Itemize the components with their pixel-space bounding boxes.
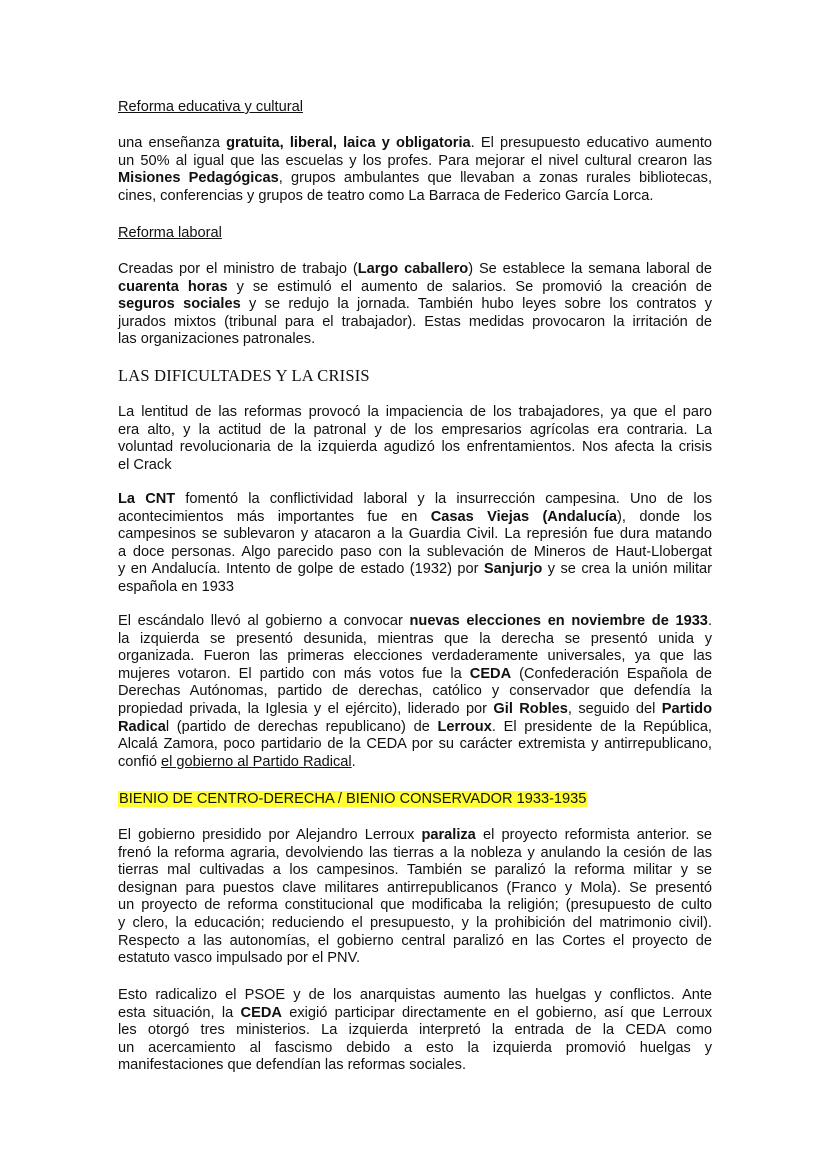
- line: Esto radicalizo el PSOE y de los anarquistas aumento las huelgas y conflictos. Ante: [118, 987, 712, 1003]
- bold-text: Casas Viejas (Andalucía: [430, 508, 618, 525]
- text: y se estimuló el aumento de salarios. Se promovió la creación de: [227, 278, 712, 295]
- line: [118, 666, 712, 684]
- text: ) Se establece la semana laboral de: [468, 261, 712, 277]
- line: [118, 719, 712, 737]
- line: voluntad revolucionaria de la izquierda agudizó los enfrentamientos. Nos afecta la crisis: [118, 439, 712, 456]
- line: Alcalá Zamora, poco partidario de la CEDA por su carácter extremista y antirrepublicano,: [118, 736, 712, 753]
- line: era alto, y la actitud de la patronal y de los empresarios agrícolas era contraria. La: [118, 421, 712, 438]
- line: Derechas Autónomas, partido de derechas, católico y conservador que defendía la: [118, 683, 712, 700]
- text: el proyecto reformista anterior. se: [475, 827, 713, 843]
- text: y en Andalucía. Intento de golpe de estado (1932) por: [118, 561, 484, 578]
- line: las organizaciones patronales.: [118, 331, 316, 348]
- text: , grupos ambulantes que llevaban a zonas rurales bibliotecas,: [278, 170, 713, 187]
- line: Respecto a las autonomías, el gobierno central paralizó en las Cortes el proyecto de: [118, 932, 712, 949]
- bold-text: Sanjurjo: [483, 561, 543, 578]
- line: [118, 509, 712, 527]
- line: [118, 135, 712, 153]
- line: campesinos se sublevaron y atacaron a la Guardia Civil. La represión fue dura matando: [118, 526, 712, 543]
- text: una enseñanza: [118, 135, 227, 151]
- text: El escándalo llevó al gobierno a convocar: [118, 613, 410, 629]
- bold-text: Misiones Pedagógicas: [118, 170, 279, 187]
- bold-text: seguros sociales: [118, 296, 241, 313]
- text: fomentó la conflictividad laboral y la insurrección campesina. Uno de los: [175, 491, 712, 507]
- paragraph-lentitud: [118, 404, 712, 474]
- line: frenó la reforma agraria, devolviendo las tierras a la nobleza y anulando la cesión de las: [118, 844, 712, 861]
- text: y se crea la unión militar: [542, 561, 712, 578]
- text: Creadas por el ministro de trabajo (: [118, 261, 358, 277]
- title-dificultades: LAS DIFICULTADES Y LA CRISIS: [118, 366, 370, 385]
- paragraph-bienio-2: [118, 987, 712, 1075]
- bold-text: La CNT: [118, 491, 176, 507]
- bold-text: Radica: [118, 718, 166, 735]
- line: el Crack: [118, 456, 172, 473]
- line: un acercamiento al fascismo debido a esto la izquierda promovió huelgas y: [118, 1039, 712, 1056]
- text: . El presupuesto educativo aumento: [470, 135, 712, 151]
- bold-text: Gil Robles: [493, 700, 568, 717]
- text: mujeres votaron. El partido con más votos fue la: [118, 665, 470, 682]
- text: propiedad privada, la Iglesia y el ejército), liderado por: [118, 700, 494, 717]
- text: , seguido del: [567, 700, 662, 717]
- line: la izquierda se presentó desunida, mientras que la derecha se presentó unida y: [118, 630, 712, 647]
- bold-text: CEDA: [469, 665, 512, 682]
- text: .: [351, 753, 356, 770]
- highlighted-title: BIENIO DE CENTRO-DERECHA / BIENIO CONSERVADOR 1933-1935: [119, 791, 587, 807]
- line: [118, 491, 712, 509]
- text: exigió participar directamente en el gobierno, así que Lerroux: [281, 1004, 712, 1021]
- line: estatuto vasco impulsado por el PNV.: [118, 950, 361, 967]
- line: jurados mixtos (tribunal para el trabajador). Estas medidas provocaron la irritación de: [118, 313, 712, 330]
- text: acontecimientos más importantes fue en: [118, 508, 431, 525]
- paragraph-elecciones: [118, 613, 712, 771]
- paragraph-cnt: [118, 491, 712, 597]
- heading-reforma-educativa: [118, 99, 712, 117]
- heading-text: Reforma educativa y cultural: [118, 99, 303, 115]
- line: española en 1933: [118, 578, 235, 595]
- line: [118, 279, 712, 297]
- bold-text: nuevas elecciones en noviembre de 1933: [409, 613, 708, 629]
- text: y se redujo la jornada. También hubo leyes sobre los contratos y: [240, 296, 712, 313]
- line: a doce personas. Algo parecido paso con la sublevación de Mineros de Haut-Llobergat: [118, 543, 712, 560]
- heading-text: Reforma laboral: [118, 225, 222, 241]
- line: [118, 261, 712, 279]
- bold-text: Lerroux: [437, 718, 492, 735]
- bold-text: Largo caballero: [357, 261, 469, 277]
- line: [118, 613, 712, 631]
- line: y clero, la educación; reduciendo el presupuesto, y la prohibición del matrimonio civil).: [118, 914, 712, 931]
- line: [118, 1005, 712, 1023]
- bold-text: Partido: [661, 700, 712, 717]
- line: [118, 296, 712, 314]
- heading-reforma-laboral: [118, 225, 712, 243]
- bold-text: cuarenta horas: [118, 278, 228, 295]
- line: [118, 170, 712, 188]
- text: (Confederación Española de: [511, 665, 712, 682]
- line: un proyecto de reforma constitucional que modificaba la religión; (presupuesto de culto: [118, 897, 712, 914]
- text: confió: [118, 753, 161, 770]
- line: organizada. Fueron las primeras elecciones verdaderamente universales, ya que las: [118, 648, 712, 665]
- text: .: [707, 613, 712, 629]
- bold-text: CEDA: [240, 1004, 282, 1021]
- line: cines, conferencias y grupos de teatro como La Barraca de Federico García Lorca.: [118, 187, 654, 204]
- text: . El presidente de la República,: [491, 718, 712, 735]
- paragraph-laboral: [118, 261, 712, 349]
- title-bienio: [118, 791, 712, 809]
- line: designan para puestos clave militares antirrepublicanos (Franco y Mola). Se presentó: [118, 879, 712, 896]
- line: manifestaciones que defendían las reformas sociales.: [118, 1057, 467, 1074]
- line: les otorgó tres ministerios. La izquierda interpretó la entrada de la CEDA como: [118, 1022, 712, 1039]
- text: ), donde los: [617, 508, 712, 525]
- line: [118, 701, 712, 719]
- line: tierras mal cultivadas a los campesinos. También se paralizó la reforma militar y se: [118, 862, 712, 879]
- underlined-text: el gobierno al Partido Radical: [161, 753, 352, 770]
- text: l (partido de derechas republicano) de: [165, 718, 438, 735]
- line: [118, 827, 712, 845]
- bold-text: paraliza: [421, 827, 476, 843]
- bold-text: gratuita, liberal, laica y obligatoria: [226, 135, 471, 151]
- paragraph-bienio-1: [118, 827, 712, 968]
- line: [118, 754, 712, 772]
- line: La lentitud de las reformas provocó la impaciencia de los trabajadores, ya que el paro: [118, 404, 712, 420]
- paragraph-educativa: [118, 135, 712, 205]
- line: un 50% al igual que las escuelas y los profes. Para mejorar el nivel cultural crearon las: [118, 152, 712, 169]
- text: esta situación, la: [118, 1004, 241, 1021]
- line: [118, 561, 712, 579]
- text: El gobierno presidido por Alejandro Lerroux: [118, 827, 422, 843]
